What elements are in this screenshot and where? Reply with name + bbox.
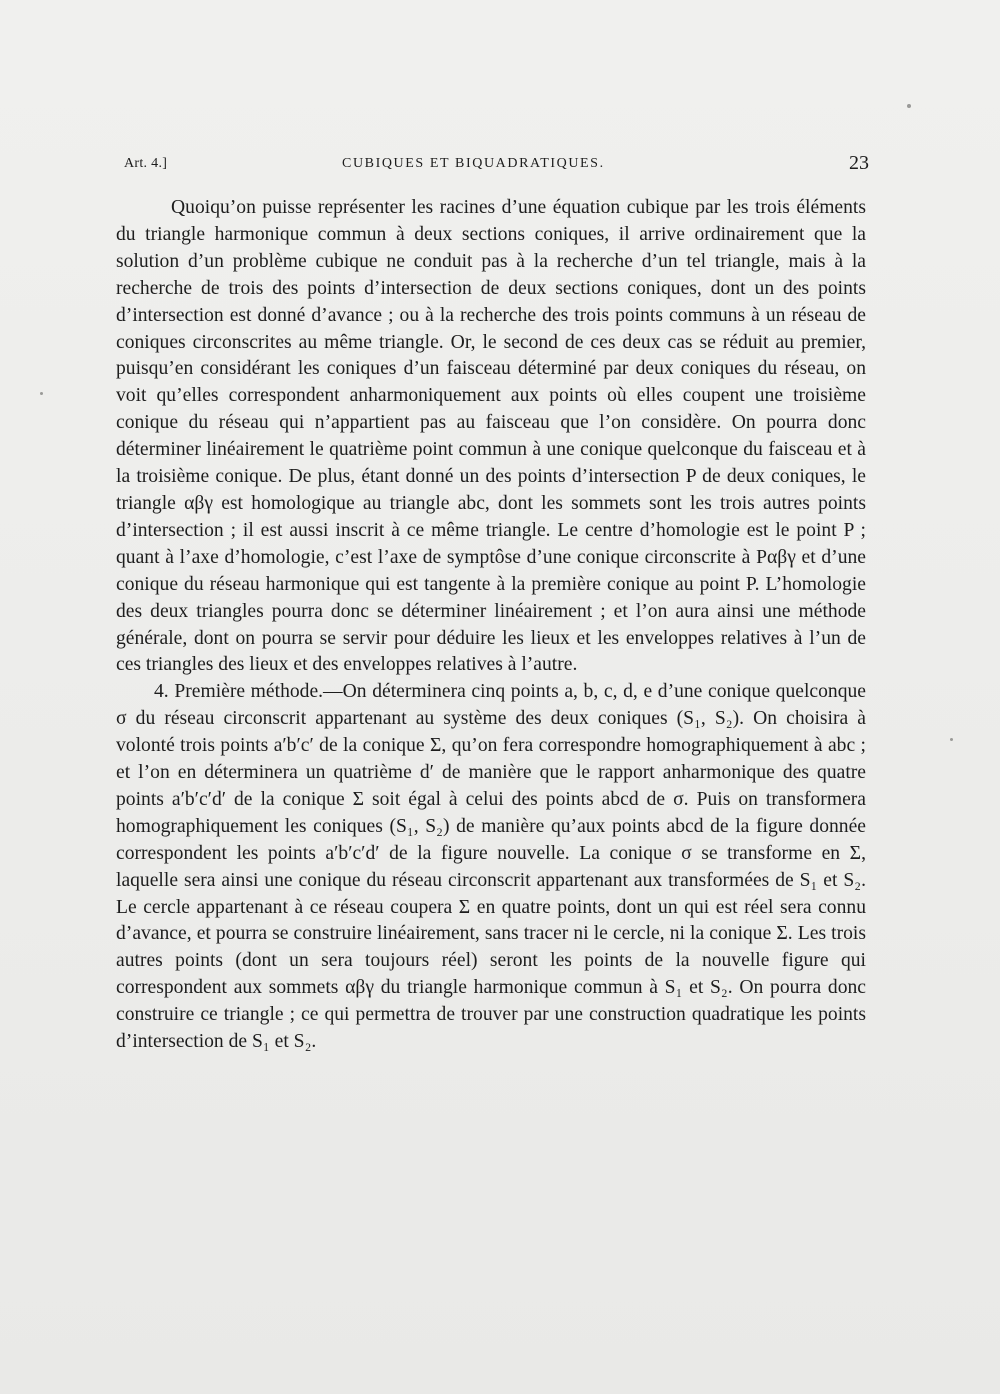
page-number: 23 — [849, 152, 869, 174]
running-title: CUBIQUES ET BIQUADRATIQUES. — [342, 156, 605, 171]
body-text — [116, 195, 866, 1056]
paper-speck — [950, 738, 953, 741]
paragraph: 4. Première méthode.—On déterminera cinq points a, b, c, d, e d’une conique quelconque σ du réseau circonscrit appartenant au système des deux coniques (S₁, S₂). On choisira à volonté trois points a′b′c′ de la conique Σ, qu’on fera correspondre homographiquement à abc ; et l’on en déterminera un quatrième d′ de manière que le rapport anharmonique des quatre points a′b′c′d′ de la conique Σ soit égal à celui des points abcd de σ. Puis on transformera homographiquement les coniques (S₁, S₂) de manière qu’aux points abcd de la figure donnée correspondent les points a′b′c′d′ de la figure nouvelle. La conique σ se transforme en Σ, laquelle sera ainsi une conique du réseau circonscrit appartenant aux transformées de S₁ et S₂. Le cercle appartenant à ce réseau coupera Σ en quatre points, dont un qui est réel sera connu d’avance, et pourra se construire linéairement, sans tracer ni le cercle, ni la conique Σ. Les trois autres points (dont un sera toujours réel) seront les points de la nouvelle figure qui correspondent aux sommets αβγ du triangle harmonique commun à S₁ et S₂. On pourra donc construire ce triangle ; ce qui permettra de trouver par une construction quadratique les points d’intersection de S₁ et S₂. — [116, 681, 866, 1053]
running-header — [124, 152, 869, 186]
section-reference: Art. 4.] — [124, 156, 168, 171]
paper-speck — [907, 104, 911, 108]
paragraph: Quoiqu’on puisse représenter les racines d’une équation cubique par les trois éléments du triangle harmonique commun à deux sections coniques, il arrive ordinairement que la solution d’un problème cubique ne conduit pas à la recherche d’un tel triangle, mais à la recherche de trois des points d’intersection de deux sections coniques, dont un des points d’intersection est donné d’avance ; ou à la recherche des trois points communs à un réseau de coniques circonscrites au même triangle. Or, le second de ces deux cas se réduit au premier, puisqu’en considérant les coniques d’un faisceau déterminé par deux coniques du réseau, on voit qu’elles correspondent anharmoniquement aux points où elles coupent une troisième conique du réseau qui n’appartient pas au faisceau que l’on considère. On pourra donc déterminer linéairement le quatrième point commun à une conique quelconque du faisceau et à la troisième conique. De plus, étant donné un des points d’intersection P de deux coniques, le triangle αβγ est homologique au triangle abc, dont les sommets sont les trois autres points d’intersection ; il est aussi inscrit à ce même triangle. Le centre d’homologie est le point P ; quant à l’axe d’homologie, c’est l’axe de symptôse d’une conique circonscrite à Pαβγ et d’une conique du réseau harmonique qui est tangente à la première conique au point P. L’homologie des deux triangles pourra donc se déterminer linéairement ; et l’on aura ainsi une méthode générale, dont on pourra se servir pour déduire les lieux et les enveloppes relatives à l’un de ces triangles des lieux et des enveloppes relatives à l’autre. — [116, 197, 866, 676]
paper-speck — [40, 392, 43, 395]
